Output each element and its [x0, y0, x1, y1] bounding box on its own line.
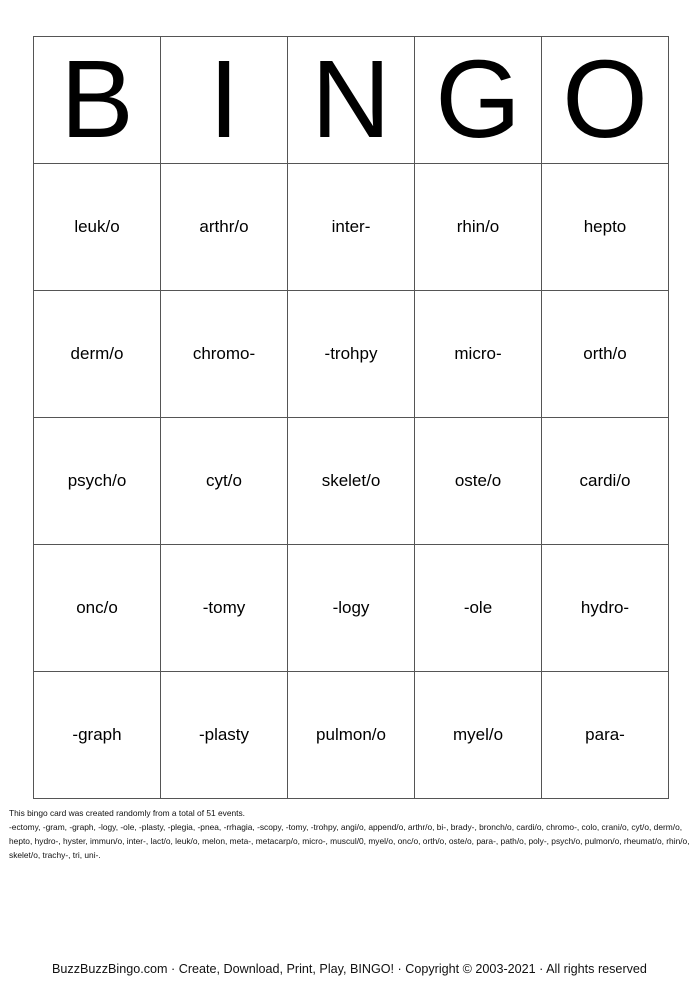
footer-copyright: BuzzBuzzBingo.com · Create, Download, Print, Play, BINGO! · Copyright © 2003-2021 · All rights reserved — [52, 962, 647, 976]
bingo-cell: pulmon/o — [288, 672, 415, 799]
card-row — [34, 291, 669, 418]
description-intro: This bingo card was created randomly from a total of 51 events. — [9, 808, 246, 818]
bingo-cell: micro- — [415, 291, 542, 418]
bingo-cell: hepto — [542, 164, 669, 291]
bingo-cell: derm/o — [34, 291, 161, 418]
card-row — [34, 545, 669, 672]
header-letter-o: O — [542, 37, 669, 164]
bingo-cell: cyt/o — [161, 418, 288, 545]
bingo-cell: skelet/o — [288, 418, 415, 545]
bingo-cell: oste/o — [415, 418, 542, 545]
bingo-cell: onc/o — [34, 545, 161, 672]
bingo-cell: -trohpy — [288, 291, 415, 418]
event-list: -ectomy, -gram, -graph, -logy, -ole, -plasty, -plegia, -pnea, -rrhagia, -scopy, -tomy, -trohpy, angi/o, append/o, arthr/o, bi-, brady-, bronch/o, cardi/o, chromo-, colo, crani/o, cyt/o, derm/o, hepto, hydro-, hyster, immun/o, inter-, lact/o, leuk/o, melon, meta-, metacarp/o, micro-, muscul/0, myel/o, onc/o, orth/o, oste/o, para-, path/o, poly-, psych/o, pulmon/o, rheumat/o, rhin/o, skelet/o, trachy-, tri, uni-. — [9, 822, 690, 860]
bingo-cell: para- — [542, 672, 669, 799]
card-row — [34, 672, 669, 799]
bingo-cell: -graph — [34, 672, 161, 799]
card-description — [9, 806, 691, 862]
bingo-cell: rhin/o — [415, 164, 542, 291]
bingo-cell: leuk/o — [34, 164, 161, 291]
bingo-cell: psych/o — [34, 418, 161, 545]
bingo-cell: -tomy — [161, 545, 288, 672]
header-row — [34, 37, 669, 164]
header-letter-n: N — [288, 37, 415, 164]
bingo-cell: inter- — [288, 164, 415, 291]
bingo-cell: -ole — [415, 545, 542, 672]
bingo-cell: arthr/o — [161, 164, 288, 291]
bingo-cell: -plasty — [161, 672, 288, 799]
header-letter-b: B — [34, 37, 161, 164]
card-row — [34, 164, 669, 291]
header-letter-g: G — [415, 37, 542, 164]
bingo-cell: hydro- — [542, 545, 669, 672]
bingo-cell: cardi/o — [542, 418, 669, 545]
card-row — [34, 418, 669, 545]
bingo-cell: myel/o — [415, 672, 542, 799]
bingo-cell: -logy — [288, 545, 415, 672]
bingo-cell: orth/o — [542, 291, 669, 418]
header-letter-i: I — [161, 37, 288, 164]
bingo-card — [33, 36, 669, 799]
bingo-cell: chromo- — [161, 291, 288, 418]
